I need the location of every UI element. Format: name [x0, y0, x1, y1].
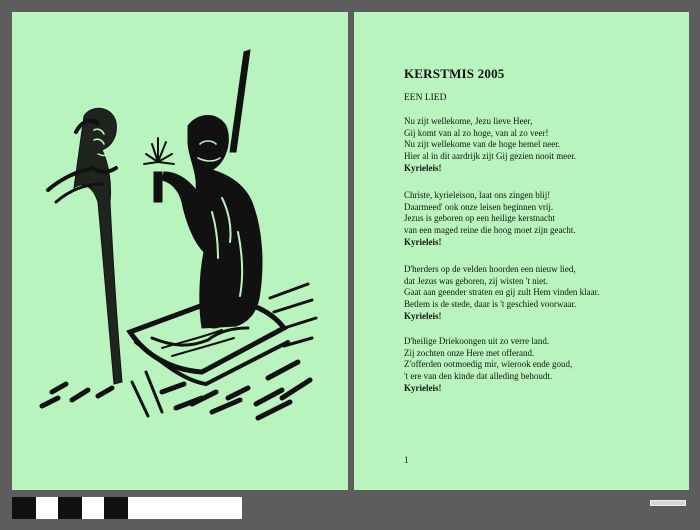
stanza-1 — [404, 116, 576, 175]
stanza-line: Daarmeed' ook onze leisen beginnen vrij. — [404, 201, 554, 212]
stanza-3 — [404, 264, 599, 323]
stanza-line: Nu zijt wellekome van de hoge hemel neer. — [404, 139, 560, 150]
stanza-4 — [404, 336, 572, 395]
nativity-illustration — [12, 12, 348, 490]
stanza-refrain: Kyrieleis! — [404, 236, 442, 247]
stanza-line: Betlem is de stede, daar is 't geschied voorwaar. — [404, 299, 577, 310]
song-heading: EEN LIED — [404, 93, 447, 103]
stanza-line: Nu zijt wellekome, Jezu lieve Heer, — [404, 116, 533, 126]
stanza-line: Hier al in dit aardrijk zijt Gij gezien nooit meer. — [404, 151, 576, 162]
stanza-line: Z'offerden ootmoedig mir, wierook ende goud, — [404, 359, 573, 370]
calibration-patch — [82, 497, 104, 519]
stanza-line: Gij komt van al zo hoge, van al zo veer! — [404, 127, 549, 138]
page-number: 1 — [404, 455, 409, 465]
stanza-line: dat Jezus was geboren, zij wisten 't niet. — [404, 275, 548, 286]
color-calibration-strip — [12, 497, 242, 519]
calibration-patch — [128, 497, 242, 519]
stanza-line: Gaat aan geender straten en gij zult Hem vinden klaar. — [404, 287, 600, 298]
calibration-patch — [58, 497, 82, 519]
calibration-patch — [104, 497, 128, 519]
stanza-line: van een maged reine die hoog moet zijn geacht. — [404, 225, 576, 236]
stanza-line: Jezus is geboren op een heilige kerstnacht — [404, 213, 555, 224]
stanza-refrain: Kyrieleis! — [404, 382, 442, 393]
page-title: KERSTMIS 2005 — [404, 66, 505, 81]
right-page — [354, 12, 689, 490]
stanza-line: Zij zochten onze Here met offerand. — [404, 347, 535, 358]
calibration-patch — [12, 497, 36, 519]
stanza-line: D'herders op de velden hoorden een nieuw lied, — [404, 264, 576, 274]
stanza-refrain: Kyrieleis! — [404, 162, 442, 173]
stanza-2 — [404, 190, 576, 249]
stanza-line: D'heilige Driekoongen uit zo verre land. — [404, 336, 550, 346]
stanza-line: 't ere van den kinde dat alleding behoudt. — [404, 371, 553, 382]
stanza-line: Christe, kyrieleison, laat ons zingen blij! — [404, 190, 551, 200]
left-page — [12, 12, 348, 490]
calibration-patch — [36, 497, 58, 519]
scale-ruler — [650, 500, 686, 506]
stanza-refrain: Kyrieleis! — [404, 310, 442, 321]
